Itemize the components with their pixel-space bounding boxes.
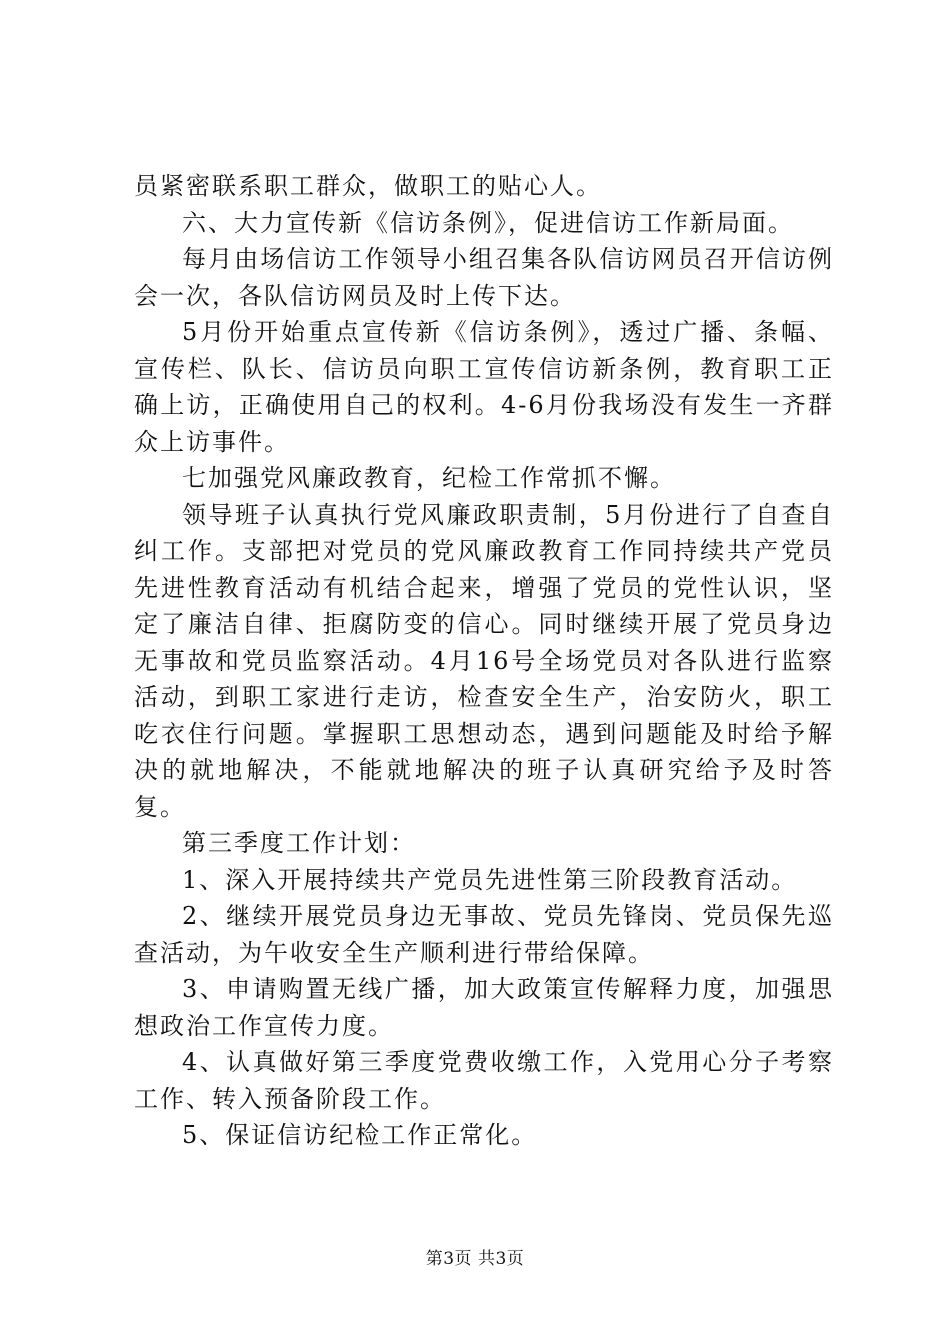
document-body [134,168,834,1154]
plan-heading: 第三季度工作计划： [182,829,416,857]
section-heading-6: 六、大力宣传新《信访条例》，促进信访工作新局面。 [182,208,794,237]
plan-item-1: 1、深入开展持续共产党员先进性第三阶段教育活动。 [182,865,798,894]
paragraph: 每月由场信访工作领导小组召集各队信访网员召开信访例会一次，各队信访网员及时上传下达。 [134,245,834,310]
plan-item-2: 2、继续开展党员身边无事故、党员先锋岗、党员保先巡查活动，为午收安全生产顺利进行带给保障。 [134,902,834,967]
paragraph-continuation: 员紧密联系职工群众，做职工的贴心人。 [134,172,602,200]
paragraph: 5月份开始重点宣传新《信访条例》，透过广播、条幅、宣传栏、队长、信访员向职工宣传信访新条例，教育职工正确上访，正确使用自己的权利。4-6月份我场没有发生一齐群众上访事件。 [134,318,834,456]
paragraph: 领导班子认真执行党风廉政职责制，5月份进行了自查自纠工作。支部把对党员的党风廉政教育工作同持续共产党员先进性教育活动有机结合起来，增强了党员的党性认识，坚定了廉洁自律、拒腐防变的信心。同时继续开展了党员身边无事故和党员监察活动。4月16号全场党员对各队进行监察活动，到职工家进行走访，检查安全生产，治安防火，职工吃衣住行问题。掌握职工思想动态，遇到问题能及时给予解决的就地解决，不能就地解决的班子认真研究给予及时答复。 [134,500,834,821]
plan-item-5: 5、保证信访纪检工作正常化。 [182,1121,538,1149]
plan-item-4: 4、认真做好第三季度党费收缴工作，入党用心分子考察工作、转入预备阶段工作。 [134,1048,834,1113]
page-number-footer: 第3页 共3页 [425,1249,525,1269]
section-heading-7: 七加强党风廉政教育，纪检工作常抓不懈。 [182,464,676,492]
plan-item-3: 3、申请购置无线广播，加大政策宣传解释力度，加强思想政治工作宣传力度。 [134,975,834,1040]
